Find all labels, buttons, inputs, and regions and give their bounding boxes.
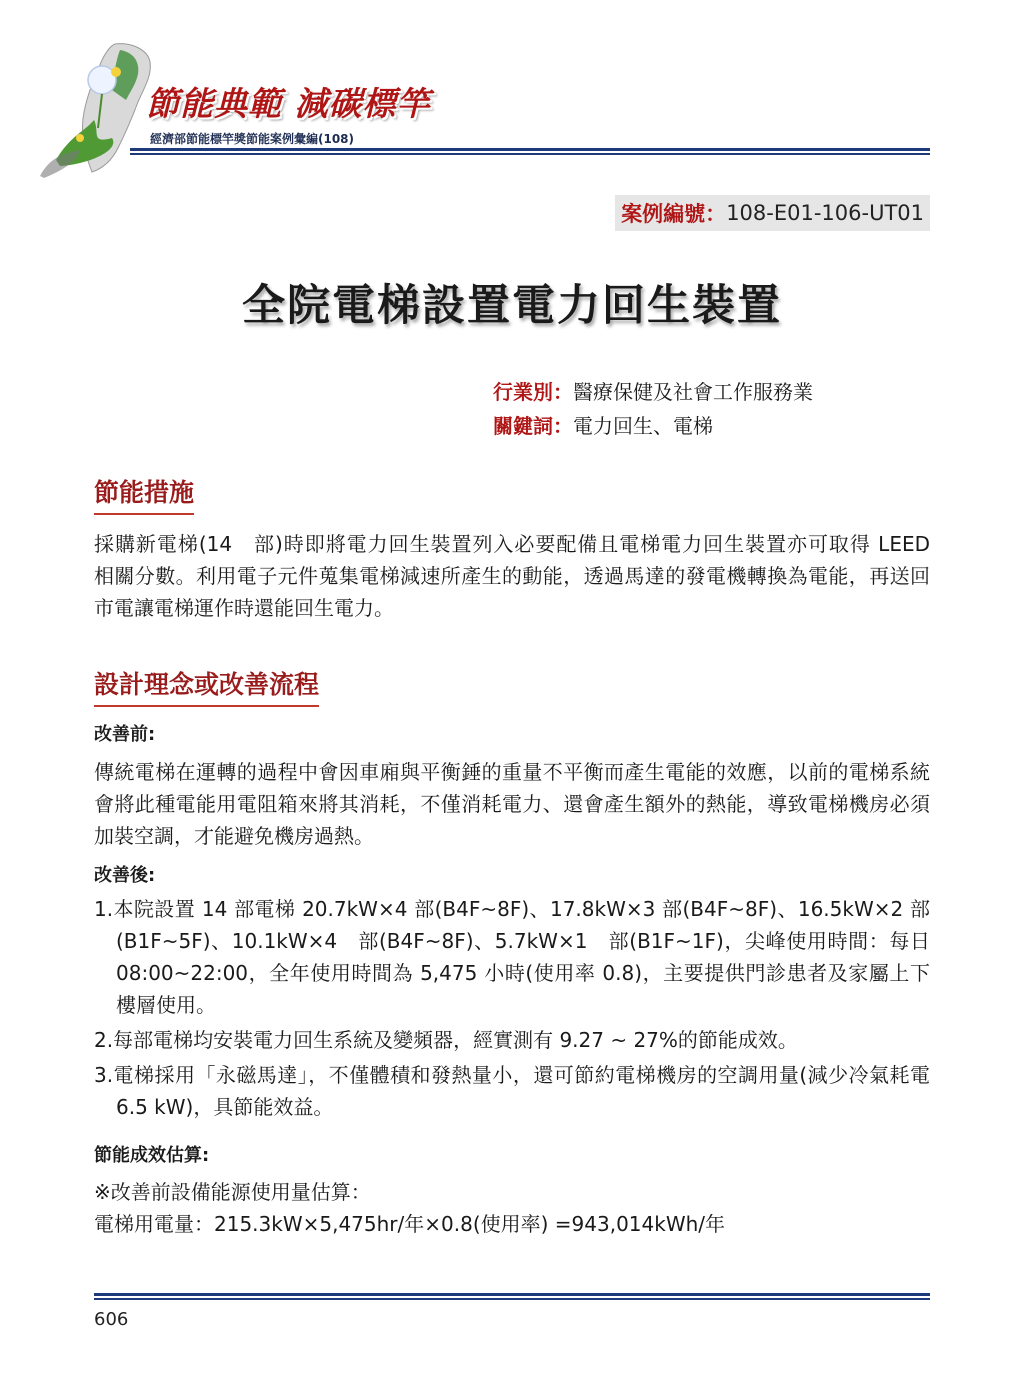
header-subtitle: 經濟部節能標竿獎節能案例彙編(108) — [150, 132, 355, 146]
keywords-label: 關鍵詞： — [493, 414, 573, 438]
industry-line — [493, 376, 813, 405]
after-list — [94, 893, 930, 1126]
page-title: 全院電梯設置電力回生裝置 — [242, 281, 782, 331]
industry-label: 行業別： — [493, 380, 573, 404]
section-heading-measures: 節能措施 — [94, 473, 194, 515]
before-label: 改善前: — [94, 724, 156, 745]
header-slogan: 節能典範 減碳標竿 — [146, 84, 431, 123]
after-label: 改善後: — [94, 865, 156, 886]
estimate-label: 節能成效估算: — [94, 1145, 210, 1166]
keywords-line — [493, 410, 713, 439]
case-number-value: 108-E01-106-UT01 — [726, 201, 924, 225]
header-rule — [130, 148, 930, 156]
footer-rule — [94, 1293, 930, 1302]
list-item: 2.每部電梯均安裝電力回生系統及變頻器，經實測有 9.27 ~ 27%的節能成效。 — [94, 1028, 798, 1052]
list-item: 1.本院設置 14 部電梯 20.7kW×4 部(B4F~8F)、17.8kW×3 部(B4F~8F)、16.5kW×2 部(B1F~5F)、10.1kW×4 部(B4F~8F)、5.7kW×1 部(B1F~1F)，尖峰使用時間：每日 08:00~22:00，全年使用時間為 5,475 小時(使用率 0.8)，主要提供門診患者及家屬上下樓層使用。 — [94, 897, 930, 1017]
before-paragraph: 傳統電梯在運轉的過程中會因車廂與平衡錘的重量不平衡而產生電能的效應，以前的電梯系統會將此種電能用電阻箱來將其消耗，不僅消耗電力、還會產生額外的熱能，導致電梯機房必須加裝空調，才能避免機房過熱。 — [94, 760, 930, 848]
case-number-label: 案例編號： — [621, 202, 727, 226]
estimate-line-1: ※改善前設備能源使用量估算： — [94, 1180, 371, 1204]
industry-value: 醫療保健及社會工作服務業 — [573, 380, 813, 404]
keywords-value: 電力回生、電梯 — [573, 414, 713, 438]
list-item: 3.電梯採用「永磁馬達」，不僅體積和發熱量小，還可節約電梯機房的空調用量(減少冷氣耗電 6.5 kW)，具節能效益。 — [94, 1063, 930, 1119]
estimate-line-2: 電梯用電量：215.3kW×5,475hr/年×0.8(使用率) =943,014kWh/年 — [94, 1212, 726, 1236]
page-number: 606 — [94, 1309, 129, 1330]
measures-paragraph: 採購新電梯(14 部)時即將電力回生裝置列入必要配備且電梯電力回生裝置亦可取得 LEED 相關分數。利用電子元件蒐集電梯減速所產生的動能，透過馬達的發電機轉換為電能，再送回市電讓電梯運作時還能回生電力。 — [94, 532, 950, 620]
section-heading-design: 設計理念或改善流程 — [94, 665, 319, 707]
case-number-box — [615, 195, 930, 231]
